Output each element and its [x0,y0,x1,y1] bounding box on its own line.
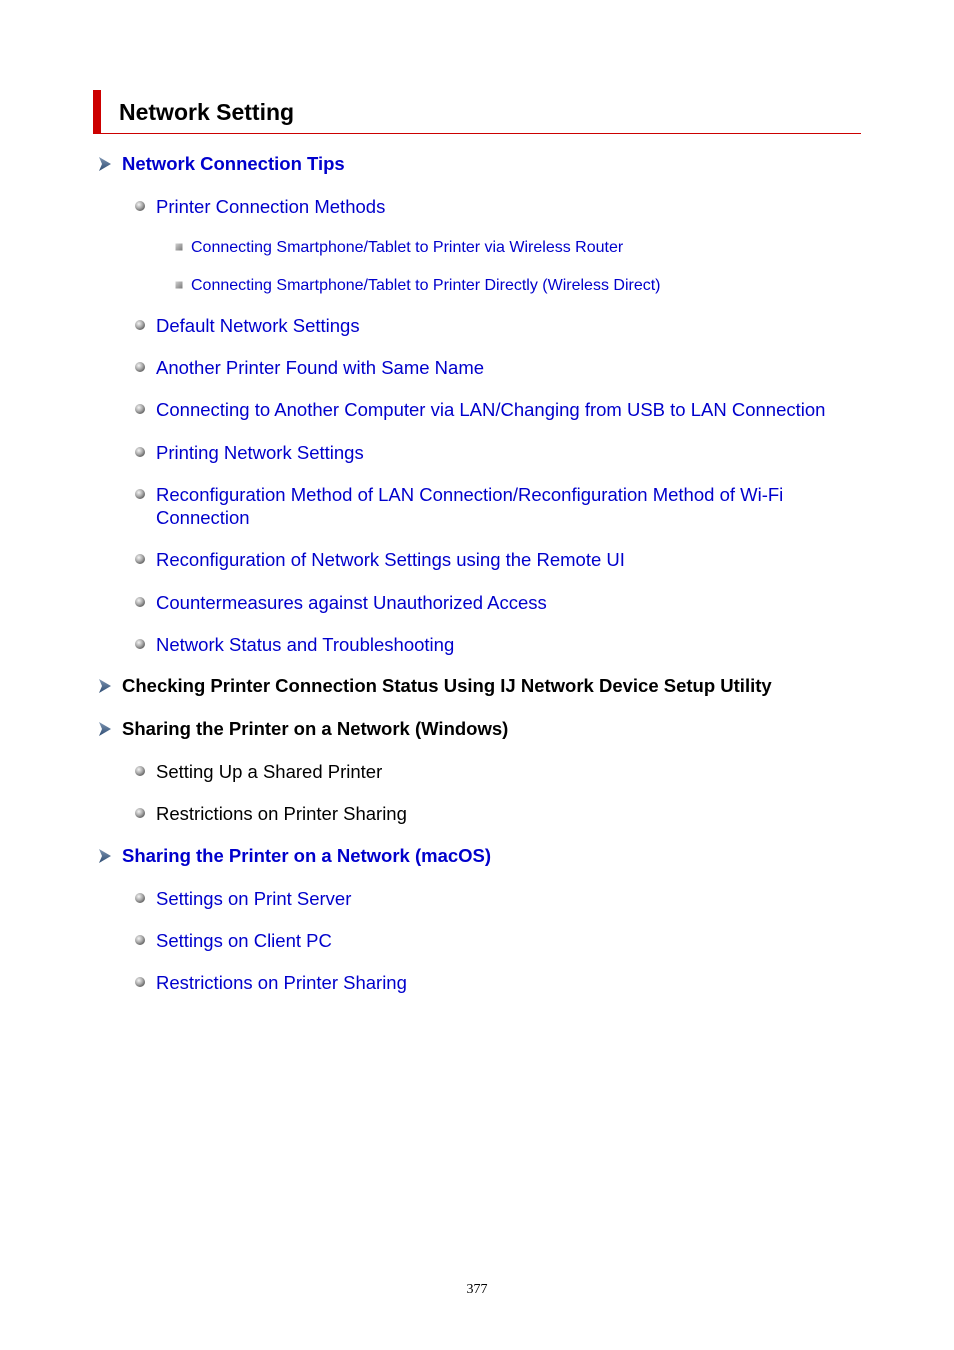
item-label[interactable]: Reconfiguration Method of LAN Connection/Reconfiguration Method of Wi-Fi Connection [156,484,784,528]
page-title-bar [93,90,861,134]
item-label[interactable]: Restrictions on Printer Sharing [156,972,407,993]
item-label[interactable]: Network Status and Troubleshooting [156,634,455,655]
arrow-right-icon [98,678,112,694]
item-label[interactable]: Connecting to Another Computer via LAN/Changing from USB to LAN Connection [156,399,826,420]
bullet-dot-icon [134,638,146,650]
arrow-right-icon [98,848,112,864]
section-label[interactable]: Sharing the Printer on a Network (macOS) [122,845,492,866]
bullet-dot-icon [134,403,146,415]
bullet-dot-icon [134,976,146,988]
section-label[interactable]: Network Connection Tips [122,153,345,174]
bullet-dot-icon [134,553,146,565]
arrow-right-icon [98,156,112,172]
item-label[interactable]: Printer Connection Methods [156,196,386,217]
page-number: 377 [466,1282,488,1297]
square-bullet-icon [175,243,183,251]
bullet-dot-icon [134,446,146,458]
subitem-label[interactable]: Connecting Smartphone/Tablet to Printer via Wireless Router [191,239,624,256]
bullet-dot-icon [134,765,146,777]
item-label[interactable]: Default Network Settings [156,315,360,336]
square-bullet-icon [175,281,183,289]
section-label: Checking Printer Connection Status Using IJ Network Device Setup Utility [122,675,772,696]
item-label[interactable]: Another Printer Found with Same Name [156,357,485,378]
subitem-label[interactable]: Connecting Smartphone/Tablet to Printer Directly (Wireless Direct) [191,277,661,294]
bullet-dot-icon [134,596,146,608]
title-accent-bar [93,90,101,133]
bullet-dot-icon [134,892,146,904]
bullet-dot-icon [134,488,146,500]
item-label[interactable]: Reconfiguration of Network Settings using the Remote UI [156,549,625,570]
bullet-dot-icon [134,934,146,946]
item-label[interactable]: Settings on Client PC [156,930,332,951]
page-title: Network Setting [119,99,295,125]
item-label: Restrictions on Printer Sharing [156,803,407,824]
item-label[interactable]: Printing Network Settings [156,442,364,463]
bullet-dot-icon [134,319,146,331]
item-label: Setting Up a Shared Printer [156,761,383,782]
arrow-right-icon [98,721,112,737]
item-label[interactable]: Settings on Print Server [156,888,352,909]
item-label[interactable]: Countermeasures against Unauthorized Access [156,592,547,613]
bullet-dot-icon [134,200,146,212]
bullet-dot-icon [134,807,146,819]
bullet-dot-icon [134,361,146,373]
section-label: Sharing the Printer on a Network (Windows) [122,718,509,739]
